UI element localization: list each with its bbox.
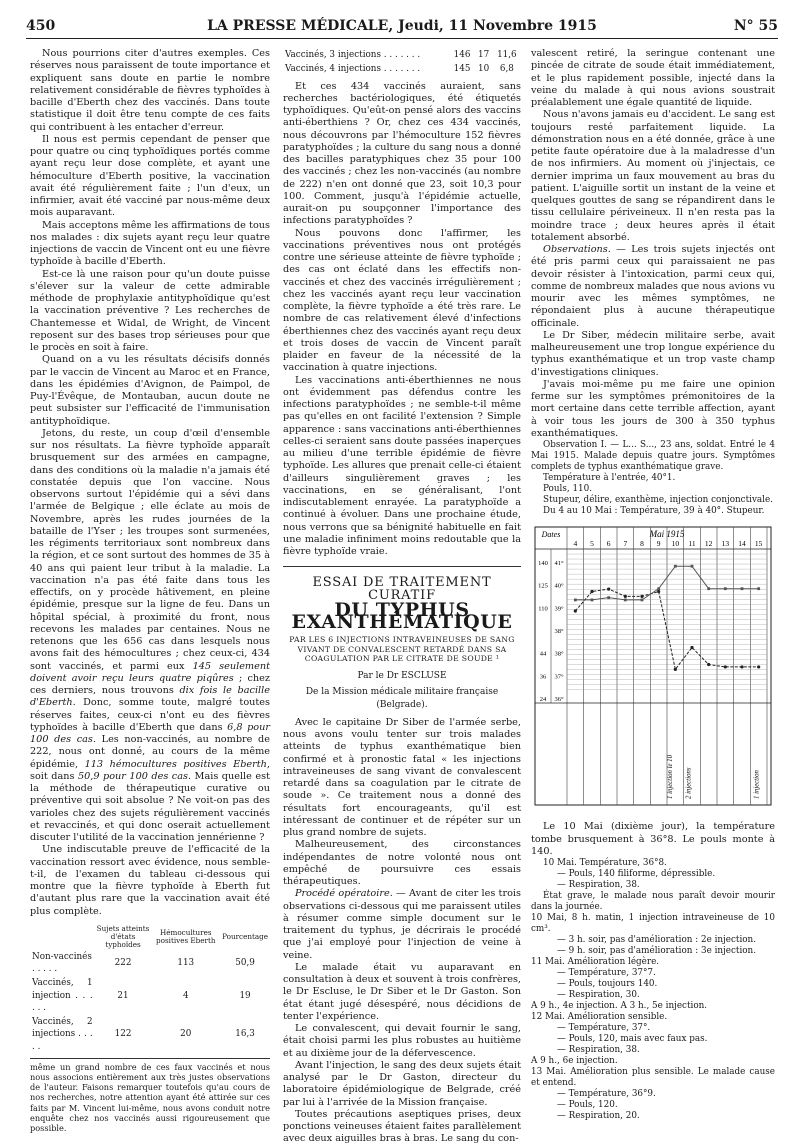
temperature-chart [531, 523, 775, 817]
paragraph: Avec le capitaine Dr Siber de l'armée serbe, nous avons voulu tenter sur trois malades atteints de typhus exanthématique bien confirmé et à pronostic fatal « les injections intraveineuses de sang vivant de convalescent retardé dans sa coagulation par le citrate de soude ». Ce traitement nous a donné des résultats fort encourageants, qu'il est intéressant de continuer et de répéter sur un plus grand nombre de sujets. [283, 716, 521, 839]
observation-line: — 9 h. soir, pas d'amélioration : 3e injection. [557, 946, 757, 956]
paragraph: Et ces 434 vaccinés auraient, sans recherches bactériologiques, été étiquetés typhoïdiques. Qu'eût-on pensé alors des vaccins anti-éberthiens ? Or, chez ces 434 vaccinés, nous découvrons par l'hémoculture 152 fièvres paratyphoïdes ; la culture du sang nous a donné des bacilles paratyphiques chez 35 pour 100 des vaccinés ; chez les non-vaccinés (au nombre de 222) n'en ont donné que 23, soit 10,3 pour 100. Comment, jusqu'à l'épidémie actuelle, aurait-on pu soupçonner l'importance des infections paratyphoïdes ? [283, 80, 521, 227]
tick-label: 4 [573, 539, 578, 548]
paragraph: Nous pouvons donc l'affirmer, les vaccinations préventives nous ont protégés contre une sérieuse atteinte de fièvre typhoïde ; des cas ont éclaté dans les effectifs non-vaccinés et chez des vaccinés irrégulièrement ; chez les vaccinés ayant reçu leur vaccination complète, la fièvre typhoïde a été très rare. Le nombre de cas relativement élevé d'infections éberthiennes chez des vaccinés ayant reçu deux et trois doses de vaccin de Vincent paraît plaider en faveur de la nécessité de la vaccination à quatre injections. [283, 227, 521, 374]
text-run: , soit dans [30, 758, 270, 782]
table-row [283, 62, 521, 76]
cell: 16,3 [235, 1029, 255, 1040]
cell: 113 [177, 957, 195, 968]
table-header: Sujets atteints d'états typhoïdes [96, 923, 150, 949]
chart-annotation: 1 injection [753, 770, 761, 799]
column-1 [30, 48, 270, 1133]
cell: 21 [117, 990, 129, 1001]
observation-line: Pouls, 110. [543, 484, 593, 494]
tick-label: 13 [721, 539, 730, 548]
tick-label: 10 [671, 539, 680, 548]
paragraph: valescent retiré, la seringue contenant une pincée de citrate de soude était immédiatement, et le plus rapidement possible, injecté dans la veine du malade à qui nous avions soustrait préalablement une égale quantité de liquide. [531, 48, 775, 108]
observation-line: 10 Mai. Température, 36°8. [543, 858, 667, 868]
cell: 4 [182, 990, 189, 1001]
table-row [30, 950, 270, 977]
column-3 [531, 48, 775, 1121]
cell: 17 [478, 50, 490, 60]
paragraph: Le malade était vu auparavant en consultation à deux et souvent à trois confrères, le Dr Escluse, le Dr Siber et le Dr Gaston. Son état étant jugé désespéré, nous décidions de tenter l'expérience. [283, 961, 521, 1022]
axis-label-temp: 41° [554, 560, 564, 567]
paragraph: Nous n'avons jamais eu d'accident. Le sang est toujours resté parfaitement liquide. La démonstration nous en a été donnée, grâce à une petite faute opératoire due à la maladresse d'un de nos infirmiers. Au moment où j'injectais, ce dernier imprima un faux mouvement au bras du patient. L'aiguille sortit un instant de la veine et quelques gouttes de sang se répandirent dans le tissu cellulaire périveineux. Il n'en resta pas la moindre trace ; deux heures après il était totalement absorbé. [531, 109, 775, 243]
section-label: Observations. [543, 244, 611, 255]
vaccination-table [30, 924, 270, 1054]
italic-run: 145 seulement doivent avoir reçu leurs quatre piqûres [30, 660, 270, 684]
observation-line: A 9 h., 4e injection. A 3 h., 5e injection. [531, 1001, 708, 1011]
tick-label: 5 [590, 539, 594, 548]
paragraph: Est-ce là une raison pour qu'un doute puisse s'élever sur la valeur de cette admirable méthode de prophylaxie antityphoïdique qu'est la vaccination préventive ? Les recherches de Chantemesse et Widal, de Wright, de Vincent reposent sur des bases trop sérieuses pour que le procès en soit à faire. [30, 268, 270, 353]
paragraph: Le convalescent, qui devait fournir le sang, était choisi parmi les plus robustes au huitième et au dixième jour de la défervescence. [283, 1023, 521, 1059]
text-run: . Donc, somme toute, malgré toutes réserves faites, ceux-ci n'ont eu des fièvres typhoïdes à bacille d'Eberth que dans [30, 697, 270, 733]
page-header [26, 18, 778, 39]
observation-line: — 3 h. soir, pas d'amélioration : 2e injection. [557, 935, 757, 945]
row-label: Vaccinés, 1 injection . . . . . . [32, 978, 93, 1013]
paragraph: Malheureusement, des circonstances indépendantes de notre volonté nous ont empêché de poursuivre ces essais thérapeutiques. [283, 839, 521, 888]
observation-line: — Température, 37°. [557, 1023, 651, 1033]
article-title: DU TYPHUS EXANTHÉMATIQUE [291, 598, 513, 633]
article-author: Par le Dr ESCLUSE [357, 671, 447, 682]
axis-label-temp: 40° [554, 582, 564, 590]
chart-frame [535, 527, 771, 805]
paragraph: Avant l'injection, le sang des deux sujets était analysé par le Dr Gaston, directeur du laboratoire épidémiologique de Belgrade, créé par lui à l'arrivée de la Mission française. [283, 1059, 521, 1108]
cell: 146 [453, 50, 471, 60]
italic-run: dix fois le bacille d'Eberth [30, 685, 270, 709]
text-run: ; chez ces derniers, nous trouvons [30, 672, 270, 696]
tick-label: 15 [754, 539, 763, 548]
vaccination-table-continued [283, 48, 521, 77]
observation-line: — Respiration, 38. [557, 880, 640, 890]
observation-line: — Pouls, 140 filiforme, dépressible. [557, 869, 716, 879]
paragraph [30, 428, 270, 845]
column-2 [283, 48, 521, 1145]
axis-label-temp: 38° [554, 650, 564, 658]
text-run: . Les non-vaccinés, au nombre de 222, nous ont donné, au cours de la même épidémie, [30, 734, 270, 770]
paragraph: Nous pourrions citer d'autres exemples. Ces réserves nous paraissent de toute importance et expliquent sans doute en partie le nombre relativement considérable de fièvres typhoïdes à bacille d'Eberth chez des vaccinés. Dans toute statistique il doit être tenu compte de ces faits qui contribuent à les entacher d'erreur. [30, 48, 270, 133]
table-row [283, 48, 521, 62]
axis-label-pulse: 36 [539, 673, 547, 681]
cell: 11,6 [497, 50, 517, 60]
observation-line: Observation I. — L... S..., 23 ans, soldat. Entré le 4 Mai 1915. Malade depuis quatre jours. Symptômes complets de typhus exanthématique grave. [531, 440, 775, 472]
text-run: Jetons, du reste, un coup d'œil d'ensemble sur nos résultats. La fièvre typhoïde apparaît brusquement sur des armées en campagne, dans des conditions où la maladie n'a jamais été constatée depuis que l'on vaccine. Nous observons surtout l'épidémie qui a sévi dans l'armée de Belgique ; elle éclate au mois de Novembre, après les rudes journées de la bataille de l'Yser ; les troupes sont surmenées, les régiments territoriaux sont nombreux dans la région, et ce sont surtout des hommes de 35 à 40 ans qui paient leur tribut à la maladie. La vaccination n'a pas été faite dans tous les effectifs, on y procède hâtivement, en pleine épidémie, presque sur la ligne de feu. Dans un hôpital spécial, à proximité du front, nous recevons les malades par centaines. Nous ne retenons que les 656 cas dans lesquels nous avons fait des hémocultures ; chez ceux-ci, 434 sont vaccinés, et parmi eux [30, 427, 270, 672]
axis-label-pulse: 24 [539, 696, 547, 703]
article-heading [283, 566, 521, 711]
observation-line: Stupeur, délire, exanthème, injection conjonctivale. [543, 495, 773, 505]
observation-line: Du 4 au 10 Mai : Température, 39 à 40°. Stupeur. [543, 506, 765, 516]
tick-label: 11 [688, 539, 696, 548]
chart-annotation: 1 injection le 10 [667, 755, 674, 799]
observation-line: — Pouls, 120, mais avec faux pas. [557, 1034, 708, 1044]
journal-title: LA PRESSE MÉDICALE, Jeudi, 11 Novembre 1915 [207, 18, 597, 34]
paragraph [283, 888, 521, 962]
chart-title: Mai 1915 [649, 529, 685, 539]
axis-label-pulse: 110 [538, 605, 548, 613]
italic-run: 6,8 pour 100 des cas [30, 721, 270, 745]
cell: 6,8 [499, 64, 514, 75]
observation-line: 12 Mai. Amélioration sensible. [531, 1012, 668, 1022]
observation-line: — Pouls, 120. [557, 1100, 618, 1110]
observation-line: État grave, le malade nous paraît devoir mourir dans la journée. [531, 891, 775, 912]
paragraph: Le 10 Mai (dixième jour), la température tombe brusquement à 36°8. Le pouls monte à 140. [531, 821, 775, 857]
footnote: même un grand nombre de ces faux vaccinés et nous nous associons entièrement aux très justes observations de l'auteur. Faisons remarquer toutefois qu'au cours de nos recherches, notre attention ayant été attirée sur ces faits par M. Vincent lui-même, nous avons conduit notre enquête chez nos vaccinés aussi rigoureusement que possible. [30, 1061, 270, 1133]
tick-label: 8 [640, 539, 644, 548]
axis-label-temp: 39° [554, 605, 564, 613]
cell: 10 [478, 64, 490, 75]
observation-line: 10 Mai, 8 h. matin, 1 injection intraveineuse de 10 cm³. [531, 913, 775, 934]
article-kicker: ESSAI DE TRAITEMENT CURATIF [312, 575, 492, 603]
paragraph [531, 244, 775, 330]
page-number: 450 [26, 18, 56, 34]
observation-line: — Température, 37°7. [557, 968, 656, 978]
tick-label: 14 [738, 539, 746, 548]
tick-label: 6 [606, 539, 611, 548]
observation-line: — Température, 36°9. [557, 1089, 656, 1099]
paragraph: Une indiscutable preuve de l'efficacité de la vaccination ressort avec évidence, nous semble-t-il, de l'examen du tableau ci-dessous qui montre que la fièvre typhoïde à Eberth fut d'autant plus rare que la vaccination avait été plus complète. [30, 844, 270, 917]
text-run: — Les trois sujets injectés ont été pris parmi ceux qui paraissaient ne pas devoir résister à l'intoxication, parmi ceux qui, comme de nombreux malades que nous avions vu mourir avec les mêmes symptômes, ne répondaient plus à aucune thérapeutique officinale. [531, 244, 775, 329]
table-row [30, 976, 270, 1015]
divider [30, 1058, 270, 1059]
text-run: — Avant de citer les trois observations ci-dessous qui me paraissent utiles à résumer comme simple document sur le traitement du typhus, je décrirais le procédé que j'ai employé pour l'injection de veine à veine. [283, 888, 521, 961]
article-subtitle: PAR LES 6 INJECTIONS INTRAVEINEUSES DE SANG VIVANT DE CONVALESCENT RETARDÉ DANS SA COAGULATION PAR LE CITRATE DE SOUDE ¹ [289, 635, 515, 664]
row-label: Non-vaccinés . . . . . [32, 951, 92, 974]
observation-line: 13 Mai. Amélioration plus sensible. Le malade cause et entend. [531, 1067, 775, 1088]
section-label: Procédé opératoire. [295, 888, 393, 900]
axis-label-pulse: 140 [538, 560, 548, 567]
tick-label: 12 [704, 539, 713, 548]
italic-run: 113 hémocultures positives Eberth [84, 758, 267, 770]
observation-line: A 9 h., 6e injection. [531, 1056, 618, 1066]
italic-run: 50,9 pour 100 des cas [77, 770, 188, 782]
article-affiliation: De la Mission médicale militaire française (Belgrade). [305, 687, 499, 710]
observation-line: — Respiration, 38. [557, 1045, 640, 1055]
cell: 122 [114, 1029, 132, 1040]
axis-label-temp: 36° [554, 696, 564, 703]
row-label: Vaccinés, 3 injections . . . . . . . [285, 50, 421, 60]
axis-label-temp: 38° [554, 628, 564, 635]
row-label: Vaccinés, 4 injections . . . . . . . [285, 64, 421, 75]
cell: 20 [180, 1029, 192, 1040]
axis-label-pulse: 125 [538, 582, 548, 590]
chart-xlabel: Dates [541, 530, 561, 539]
axis-label-pulse: 44 [539, 650, 547, 658]
paragraph: Quand on a vu les résultats décisifs donnés par le vaccin de Vincent au Maroc et en France, dans les épidémies d'Avignon, de Paimpol, de Puy-l'Évêque, de Montauban, aucun doute ne peut subsister sur l'efficacité de l'immunisation antityphoïdique. [30, 354, 270, 427]
temperature-chart-svg [531, 523, 775, 813]
table-header: Pourcentage [222, 931, 268, 941]
observation-line: — Pouls, toujours 140. [557, 979, 658, 989]
cell: 222 [114, 957, 132, 968]
observation-line: 11 Mai. Amélioration légère. [531, 957, 660, 967]
text-run: . Mais quelle est la méthode de thérapeutique curative ou préventive qui soit absolue ? Ne voit-on pas des varioles chez des sujets régulièrement vaccinés et revaccinés, et qui donc oserait actuellement discuter l'utilité de la vaccination jennérienne ? [30, 770, 270, 843]
paragraph: Les vaccinations anti-éberthiennes ne nous ont évidemment pas défendus contre les infections paratyphoïdes ; ne semble-t-il même pas qu'elles en ont facilité l'extension ? Simple apparence : sans vaccinations anti-éberthiennes celles-ci seraient sans doute passées inaperçues au milieu d'une terrible épidémie de fièvre typhoïde. Les allures que prenait celle-ci étaient d'ailleurs singulièrement graves ; les vaccinations, en se généralisant, l'ont indiscutablement enrayée. La paratyphoïde a continué à évoluer. Dans une prochaine étude, nous verrons que sa bénignité habituelle en fait une maladie infiniment moins redoutable que la fièvre typhoïde vraie. [283, 374, 521, 557]
row-label: Vaccinés, 2 injections . . . . . [32, 1017, 93, 1052]
cell: 145 [453, 64, 471, 75]
table-header: Hémocultures positives Eberth [156, 927, 216, 945]
table-row [30, 1015, 270, 1054]
tick-label: 7 [623, 539, 628, 548]
paragraph: Toutes précautions aseptiques prises, deux ponctions veineuses étaient faites parallèlement avec deux aiguilles bras à bras. Le sang du con- [283, 1108, 521, 1145]
paragraph: Le Dr Siber, médecin militaire serbe, avait malheureusement une trop longue expérience du typhus exanthématique et un trop vaste champ d'investigations cliniques. [531, 329, 775, 378]
chart-annotation: 2 injections [685, 767, 693, 799]
paragraph: J'avais moi-même pu me faire une opinion ferme sur les symptômes prémonitoires de la mort certaine dans cette terrible affection, ayant à voir tous les jours de 300 à 350 typhus exanthématiques. [531, 378, 775, 439]
observation-line: — Respiration, 30. [557, 990, 640, 1000]
paragraph: Il nous est permis cependant de penser que pour quatre ou cinq typhoïdiques portés comme ayant reçu leur dose complète, et ayant une hémoculture d'Eberth positive, la vaccination avait été régulièrement faite ; l'un d'eux, un infirmier, avait été vacciné par nous-même deux mois auparavant. [30, 133, 270, 219]
issue-number: N° 55 [733, 18, 778, 34]
paragraph: Mais acceptons même les affirmations de tous nos malades : dix sujets ayant reçu leur quatre injections de vaccin de Vincent ont eu une fièvre typhoïde à bacille d'Eberth. [30, 219, 270, 268]
observation-line: Température à l'entrée, 40°1. [543, 473, 676, 483]
cell: 50,9 [235, 957, 255, 968]
tick-label: 9 [656, 539, 661, 548]
cell: 19 [239, 990, 251, 1001]
observation-line: — Respiration, 20. [557, 1111, 640, 1121]
axis-label-temp: 37° [554, 673, 564, 681]
